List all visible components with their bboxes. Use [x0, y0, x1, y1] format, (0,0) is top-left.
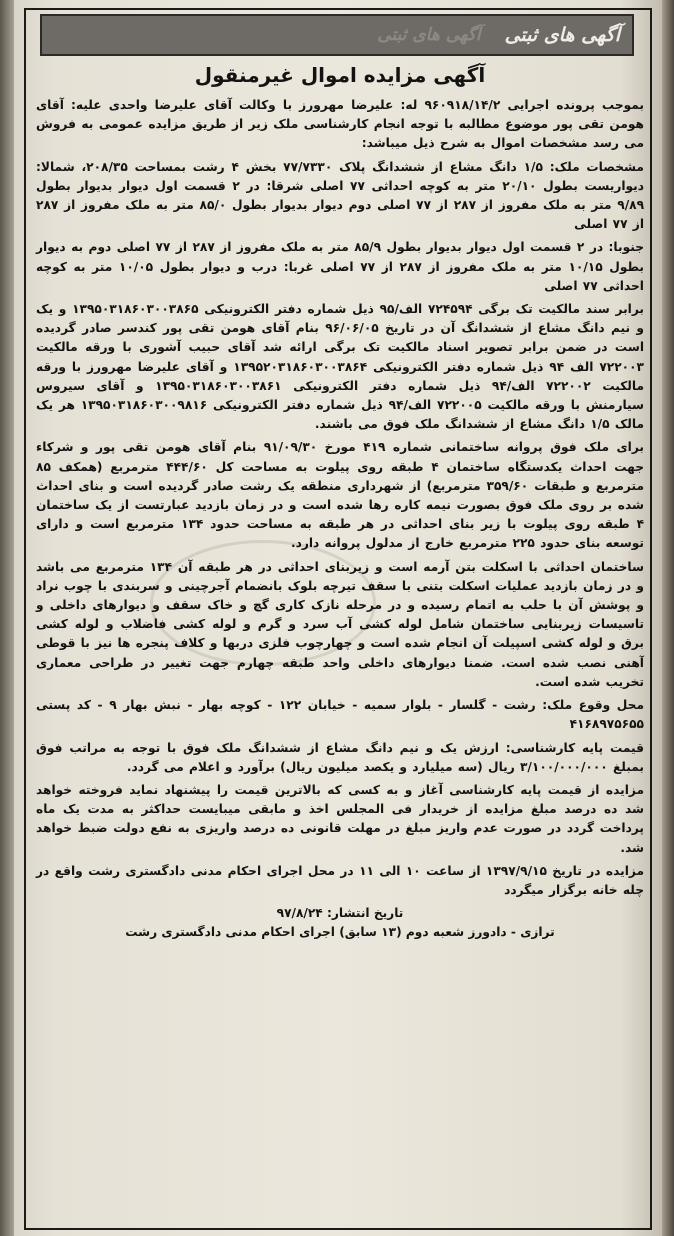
notice-paragraph-property-specs: مشخصات ملک: ۱/۵ دانگ مشاع از ششدانگ پلاک ۷۷/۷۳۳۰ بخش ۴ رشت بمساحت ۲۰۸/۳۵، شمالا: دیواریست بطول ۲۰/۱۰ متر به کوچه احداثی ۷۷ اصلی شرقا: در ۲ قسمت اول دیوار بدیوار بطول ۹/۸۹ متر به ملک مفروز از ۲۸۷ از ۷۷ اصلی دوم دیوار بدیوار بطول ۸۵/۰ متر به ملک مفروز از ۲۸۷ از ۷۷ اصلی	[36, 159, 645, 232]
notice-paragraph-auction-date: مزایده در تاریخ ۱۳۹۷/۹/۱۵ از ساعت ۱۰ الی ۱۱ در محل اجرای احکام مدنی دادگستری رشت واقع در چله خانه برگزار میگردد	[36, 863, 644, 897]
publish-date: تاریخ انتشار: ۹۷/۸/۲۴	[276, 906, 404, 921]
section-banner	[40, 14, 634, 56]
notice-paragraph-case: بموجب پرونده اجرایی ۹۶۰۹۱۸/۱۴/۲ له: علیرضا مهرورز با وکالت آقای علیرضا واحدی علیه: آقای هومن تقی پور موضوع مطالبه با توجه انجام کارشناسی ملک زیر از طریق مزایده عمومی به فروش می رسد مشخصات اموال به شرح ذیل میباشد:	[36, 98, 644, 151]
section-banner-faint-label: آگهی های ثبتی	[377, 25, 481, 45]
notice-paragraph-location: محل وقوع ملک: رشت - گلسار - بلوار سمیه - خیابان ۱۲۲ - کوچه بهار - نبش بهار ۹ - کد پستی ۴۱۶۸۹۷۵۶۵۵	[36, 698, 644, 732]
notice-body	[36, 60, 644, 1226]
notice-paragraph-permit: برای ملک فوق پروانه ساختمانی شماره ۴۱۹ مورخ ۹۱/۰۹/۳۰ بنام آقای هومن تقی پور و شرکاء جهت احداث یکدستگاه ساختمان ۴ طبقه روی پیلوت به مساحت کل ۴۴۴/۶۰ مترمربع (همکف ۸۵ مترمربع و طبقات ۳۵۹/۶۰ مترمربع) از شهرداری منطقه یک رشت صادر گردیده است و بنای احداث شده بر روی ملک فوق بصورت نیمه کاره رها شده است و در زمان بازدید عبارتست از یک ساختمان ۴ طبقه روی پیلوت با زیر بنای احداثی در هر طبقه به مساحت حدود ۱۳۴ مترمربع است و دارای توسعه بنای حدود ۲۲۵ مترمربع خارج از مدلول پروانه دارد.	[36, 440, 645, 551]
section-banner-label: آگهی های ثبتی	[504, 24, 620, 46]
page-left-edge	[0, 0, 14, 1236]
notice-paragraph-auction-terms: مزایده از قیمت پایه کارشناسی آغاز و به کسی که بالاترین قیمت را پیشنهاد نماید فروخته خواهد شد ده درصد مبلغ مزایده از خریدار فی المجلس اخذ و مابقی میبایست حداکثر به مدت یک ماه پرداخت گردد در صورت عدم واریز مبلغ در مهلت قانونی ده درصد واریزی به نفع دولت ضبط خواهد شد.	[36, 782, 644, 855]
notice-paragraph-ownership: برابر سند مالکیت تک برگی ۷۲۴۵۹۴ الف/۹۵ ذیل شماره دفتر الکترونیکی ۱۳۹۵۰۳۱۸۶۰۳۰۰۳۸۶۵ و یک و نیم دانگ مشاع از ششدانگ آن در تاریخ ۹۶/۰۶/۰۵ بنام آقای هومن تقی پور کندسر صادر گردیده است در ضمن برابر تصویر اسناد مالکیت تک برگی ارائه شد آقای حبیب آشوری با ورقه مالکیت ۷۲۲۰۰۳ الف ۹۴ ذیل شماره دفتر الکترونیکی ۱۳۹۵۲۰۳۱۸۶۰۳۰۰۳۸۶۴ و آقای علیرضا مهرورز با ورقه مالکیت ۷۲۲۰۰۲ الف/۹۴ ذیل شماره دفتر الکترونیکی ۱۳۹۵۰۳۱۸۶۰۳۰۰۳۸۶۱ و آقای سیروس سیارمنش با ورقه مالکیت ۷۲۲۰۰۵ الف/۹۴ ذیل شماره دفتر الکترونیکی ۱۳۹۵۰۳۱۸۶۰۳۰۰۹۸۱۶ هر یک مالک ۱/۵ دانگ مشاع از ششدانگ ملک فوق می باشند.	[36, 302, 644, 432]
page-right-edge	[662, 0, 674, 1236]
notice-title: آگهی مزایده اموال غیرمنقول	[194, 63, 486, 87]
notice-paragraph-base-price: قیمت پایه کارشناسی: ارزش یک و نیم دانگ مشاع از ششدانگ ملک فوق با توجه به مراتب فوق بمبلغ ۳/۱۰۰/۰۰۰/۰۰۰ ریال (سه میلیارد و یکصد میلیون ریال) برآورد و اعلام می گردد.	[36, 740, 644, 774]
signature-line: ترازی - دادورز شعبه دوم (۱۳ سابق) اجرای احکام مدنی دادگستری رشت	[125, 925, 555, 940]
notice-paragraph-building: ساختمان احداثی با اسکلت بتن آرمه است و زیربنای احداثی در هر طبقه آن ۱۳۴ مترمربع می باشد و در زمان بازدید عملیات اسکلت بتنی با سقف تیرچه بلوک بانضمام آجرچینی و سربندی با چوب نراد و پوشش آن با حلب به اتمام رسیده و در مرحله نازک کاری گچ و خاک سقف و دیوارهای داخلی و تاسیسات زیربنایی ساختمان شامل لوله کشی آب سرد و گرم و لوله کشی فاضلاب و لوله کشی برق و لوله کشی اسپیلت آن انجام شده است و چهارچوب فلزی دربها و کلاف پنجره ها نیز با قوطی آهنی نصب شده است. ضمنا دیوارهای داخلی واحد طبقه چهارم جهت تغییر در طراحی معماری تخریب شده است.	[36, 559, 644, 689]
notice-paragraph-south-west-bounds: جنوبا: در ۲ قسمت اول دیوار بدیوار بطول ۸۵/۹ متر به ملک مفروز از ۲۸۷ از ۷۷ اصلی دوم به دیوار بطول ۱۰/۱۵ متر به ملک مفروز از ۲۸۷ از ۷۷ اصلی غربا: درب و دیوار بطول ۱۰/۰۵ متر به کوچه احداثی ۷۷ اصلی	[36, 240, 644, 293]
